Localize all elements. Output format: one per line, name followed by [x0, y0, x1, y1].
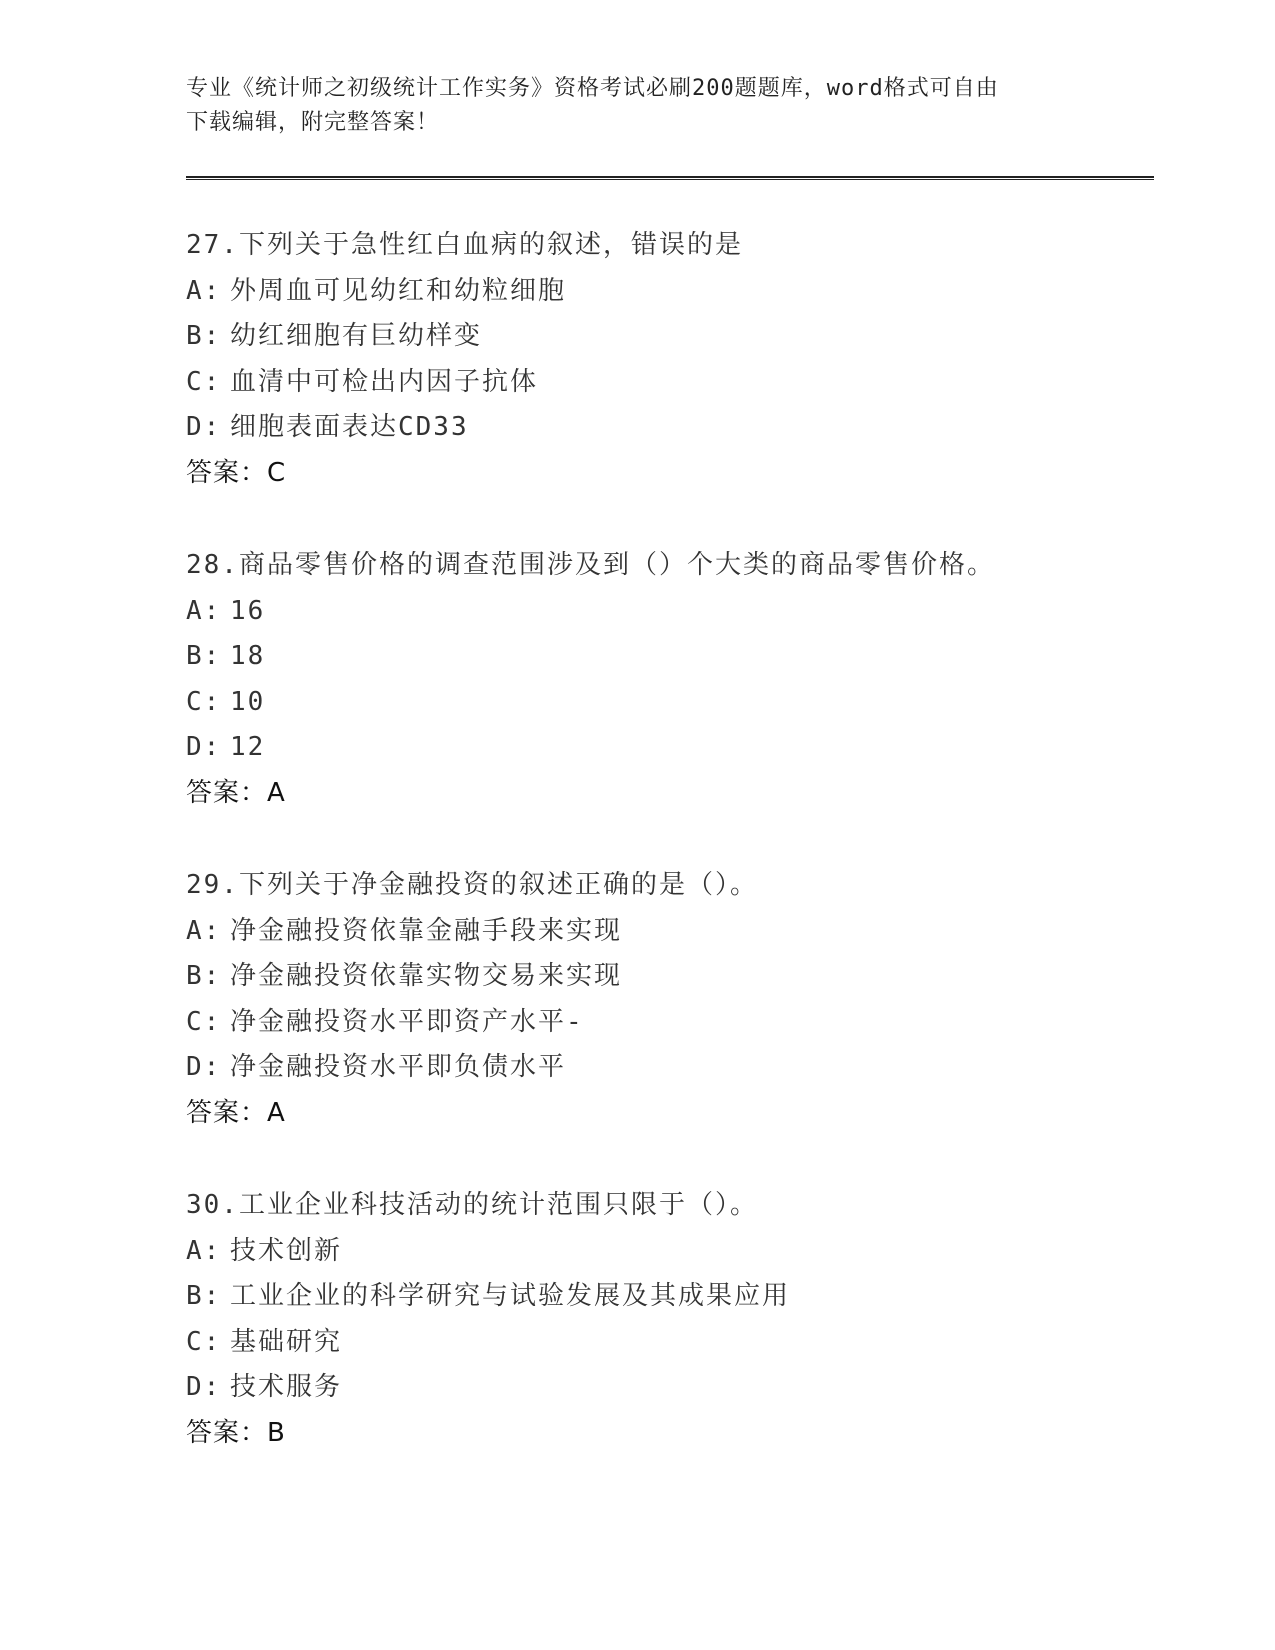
- option-text: 幼红细胞有巨幼样变: [230, 321, 483, 351]
- option-text: 技术服务: [230, 1372, 343, 1402]
- option-text: 净金融投资依靠实物交易来实现: [230, 961, 623, 991]
- question-block: [186, 863, 1146, 1136]
- answer-line: 答案：C: [186, 457, 287, 488]
- option-key: B:: [186, 1281, 222, 1311]
- option-key: B:: [186, 961, 222, 991]
- option-key: A:: [186, 595, 222, 626]
- option-c: [186, 680, 1146, 726]
- question-block: [186, 223, 1146, 496]
- answer-line: 答案：B: [186, 1417, 286, 1448]
- option-key: D:: [186, 412, 222, 442]
- option-a: [186, 269, 1146, 315]
- option-key: A:: [186, 1235, 222, 1266]
- option-text: 基础研究: [230, 1326, 343, 1357]
- question-stem: 28.商品零售价格的调查范围涉及到（）个大类的商品零售价格。: [186, 550, 995, 580]
- option-key: B:: [186, 321, 222, 351]
- option-b: [186, 1274, 1146, 1320]
- question-stem: 30.工业企业科技活动的统计范围只限于（）。: [186, 1190, 758, 1220]
- option-a: [186, 1229, 1146, 1275]
- answer-line: 答案：A: [186, 777, 286, 808]
- option-text: 16: [230, 595, 266, 626]
- option-text: 10: [230, 686, 266, 717]
- option-text: 净金融投资水平即负债水平: [230, 1052, 567, 1082]
- option-key: A:: [186, 275, 222, 306]
- option-d: [186, 1045, 1146, 1091]
- option-c: [186, 1000, 1146, 1046]
- option-text: 12: [230, 732, 266, 762]
- option-b: [186, 634, 1146, 680]
- option-key: A:: [186, 915, 222, 946]
- header-divider: [186, 176, 1154, 180]
- answer-line: 答案：A: [186, 1097, 286, 1128]
- option-text: 净金融投资水平即资产水平-: [230, 1006, 584, 1037]
- option-text: 净金融投资依靠金融手段来实现: [230, 915, 623, 946]
- option-key: C:: [186, 366, 222, 397]
- option-d: [186, 725, 1146, 771]
- option-c: [186, 360, 1146, 406]
- option-a: [186, 909, 1146, 955]
- option-d: [186, 405, 1146, 451]
- question-block: [186, 543, 1146, 816]
- option-key: D:: [186, 1372, 222, 1402]
- header-line-1: 专业《统计师之初级统计工作实务》资格考试必刷200题题库，word格式可自由: [186, 76, 999, 101]
- option-key: D:: [186, 732, 222, 762]
- option-text: 血清中可检出内因子抗体: [230, 366, 539, 397]
- option-a: [186, 589, 1146, 635]
- option-text: 工业企业的科学研究与试验发展及其成果应用: [230, 1281, 791, 1311]
- question-block: [186, 1183, 1146, 1456]
- option-key: D:: [186, 1052, 222, 1082]
- question-stem: 27.下列关于急性红白血病的叙述，错误的是: [186, 230, 743, 260]
- option-text: 细胞表面表达CD33: [230, 412, 469, 442]
- option-b: [186, 954, 1146, 1000]
- option-key: C:: [186, 1006, 222, 1037]
- option-d: [186, 1365, 1146, 1411]
- option-b: [186, 314, 1146, 360]
- option-text: 技术创新: [230, 1235, 343, 1266]
- option-key: B:: [186, 641, 222, 671]
- option-key: C:: [186, 686, 222, 717]
- option-text: 外周血可见幼红和幼粒细胞: [230, 275, 567, 306]
- option-text: 18: [230, 641, 266, 671]
- question-stem: 29.下列关于净金融投资的叙述正确的是（）。: [186, 870, 758, 900]
- header-line-2: 下载编辑，附完整答案！: [186, 110, 440, 135]
- document-header: [186, 72, 1086, 140]
- option-c: [186, 1320, 1146, 1366]
- option-key: C:: [186, 1326, 222, 1357]
